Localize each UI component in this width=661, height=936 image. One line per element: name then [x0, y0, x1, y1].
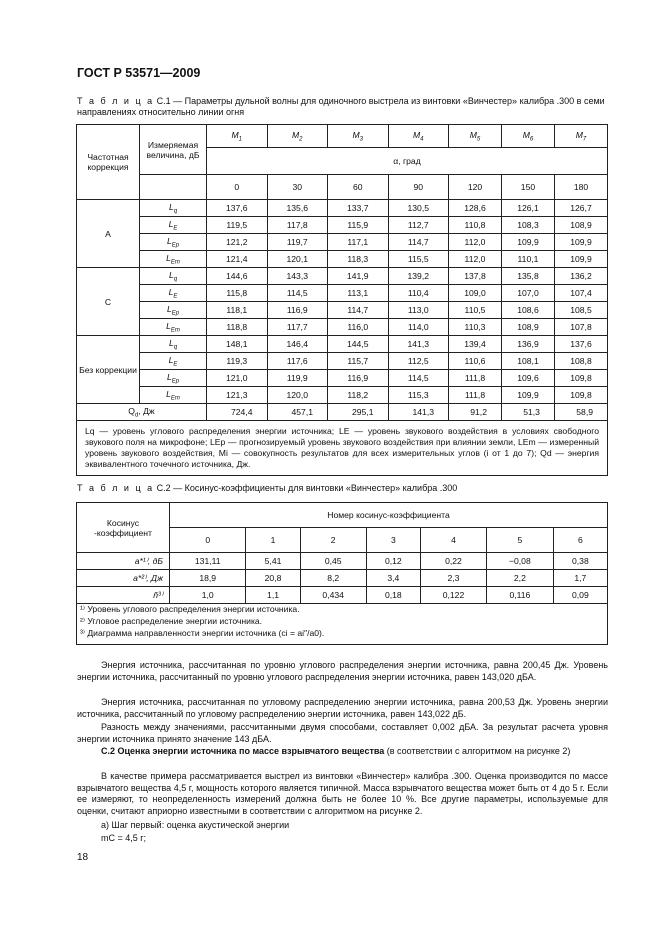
table2-footnote-1: ¹⁾ Уровень углового распределения энергии источника. — [80, 604, 300, 614]
table-cell: 119,3 — [207, 353, 268, 370]
table-cell: 139,4 — [449, 336, 502, 353]
table-cell: 107,4 — [554, 285, 607, 302]
measure-label-text: $L_{Ep}$ — [166, 371, 180, 385]
table-cell: 0,122 — [420, 587, 486, 604]
table-cell: 8,2 — [300, 570, 366, 587]
paragraph-6: а) Шаг первый: оценка акустической энергии — [101, 820, 290, 830]
table-row — [77, 336, 608, 353]
table-cell: 117,1 — [328, 234, 389, 251]
measure-label-text: $L_{Em}$ — [166, 252, 180, 266]
header-number-cell: 1 — [246, 528, 300, 553]
header-number-cell: 4 — [420, 528, 486, 553]
table-row — [77, 387, 608, 404]
table-cell: 146,4 — [267, 336, 328, 353]
table-cell: 113,0 — [388, 302, 449, 319]
row-label: a*¹⁾, дБ — [77, 553, 170, 570]
table-row — [77, 285, 608, 302]
table-cell: 135,6 — [267, 200, 328, 217]
table-cell: 110,3 — [449, 319, 502, 336]
measure-label-text: $L_{Ep}$ — [166, 235, 180, 249]
header-angle: 150 — [501, 175, 554, 200]
table-cell: 109,9 — [554, 251, 607, 268]
header-m3: $M_3$ — [328, 125, 389, 148]
table-cell: 115,7 — [328, 353, 389, 370]
table-row — [77, 370, 608, 387]
table-cell: 108,6 — [501, 302, 554, 319]
table-cell: 141,3 — [388, 336, 449, 353]
table-cell: 1,1 — [246, 587, 300, 604]
table-cell: 114,0 — [388, 319, 449, 336]
table-cell: 117,7 — [267, 319, 328, 336]
table-cell: 107,8 — [554, 319, 607, 336]
table-cell: 115,9 — [328, 217, 389, 234]
paragraph-5: В качестве примера рассматривается выстрел из винтовки «Винчестер» калибра .300. Оценка производится по массе взрывчатого вещества 4,5 г, мощность которого является типичной. Масса взрывчатого вещества может быть от 4 до 5 г. Если ее измеряют, то неопределенность измерений должна быть не более 10 %. Все другие параметры, используемые для оценки, считают априорно известными в соответствии с алгоритмом на рисунке 2. — [77, 771, 608, 816]
table-cell: 121,2 — [207, 234, 268, 251]
table-cell: 130,5 — [388, 200, 449, 217]
measure-label-text: $L_q$ — [168, 269, 178, 283]
table-cell: 128,6 — [449, 200, 502, 217]
table-cell: 131,11 — [170, 553, 246, 570]
table-cell: 117,6 — [267, 353, 328, 370]
table-cell: 126,7 — [554, 200, 607, 217]
table-cell: 114,5 — [388, 370, 449, 387]
table1-header-row-angles — [77, 175, 608, 200]
paragraph-7: mC = 4,5 г; — [101, 833, 147, 843]
table-cell: 139,2 — [388, 268, 449, 285]
header-m2: $M_2$ — [267, 125, 328, 148]
header-angle: 30 — [267, 175, 328, 200]
table-row-q — [77, 404, 608, 421]
table-cell: 108,1 — [501, 353, 554, 370]
table2-footnote-3: ³⁾ Диаграмма направленности энергии источника (ci = ai″/a0). — [80, 628, 325, 638]
table-cell: 119,9 — [267, 370, 328, 387]
table2-footnote-2: ²⁾ Угловое распределение энергии источника. — [80, 616, 263, 626]
table-cell: 20,8 — [246, 570, 300, 587]
table-row — [77, 587, 608, 604]
table-cell: 109,9 — [554, 234, 607, 251]
measure-label — [140, 336, 207, 353]
q-label: $Q_d$, Дж — [77, 404, 207, 421]
measure-label — [140, 387, 207, 404]
table-cell: 111,8 — [449, 387, 502, 404]
table-cell: 109,0 — [449, 285, 502, 302]
table-row — [77, 319, 608, 336]
table-cell: 143,3 — [267, 268, 328, 285]
table-cell: 119,7 — [267, 234, 328, 251]
table-cell: 3,4 — [366, 570, 420, 587]
table-cell: 0,38 — [553, 553, 607, 570]
table-cell: 136,9 — [501, 336, 554, 353]
table-cell: 109,6 — [501, 370, 554, 387]
measure-label-text: $L_E$ — [168, 218, 178, 232]
header-m7: $M_7$ — [554, 125, 607, 148]
table-cell: 137,6 — [207, 200, 268, 217]
table-cell: 118,1 — [207, 302, 268, 319]
table-cell: 109,8 — [554, 370, 607, 387]
table-cell: 112,7 — [388, 217, 449, 234]
table-cell: 137,8 — [449, 268, 502, 285]
table-cell: 107,0 — [501, 285, 554, 302]
header-empty — [140, 175, 207, 200]
table-cell: 109,8 — [554, 387, 607, 404]
table-cell: 1,0 — [170, 587, 246, 604]
table-cell: 112,5 — [388, 353, 449, 370]
table-cell: 144,6 — [207, 268, 268, 285]
measure-label — [140, 268, 207, 285]
table-cell: 116,9 — [328, 370, 389, 387]
table-cell: 0,18 — [366, 587, 420, 604]
table-row — [77, 234, 608, 251]
measure-label — [140, 200, 207, 217]
table-cell: 133,7 — [328, 200, 389, 217]
measure-label-text: $L_{Ep}$ — [166, 303, 180, 317]
header-number-cell: 5 — [487, 528, 554, 553]
table-cell: 112,0 — [449, 234, 502, 251]
table-cell: 0,09 — [553, 587, 607, 604]
document-header: ГОСТ Р 53571—2009 — [77, 66, 201, 80]
table-cell: 295,1 — [328, 404, 389, 421]
table-cell: 1,7 — [553, 570, 607, 587]
table-cell: 110,8 — [449, 217, 502, 234]
row-label: ñ³⁾ — [77, 587, 170, 604]
table-cell: 114,7 — [388, 234, 449, 251]
table-cell: 121,3 — [207, 387, 268, 404]
table-cell: 144,5 — [328, 336, 389, 353]
table-cell: 116,9 — [267, 302, 328, 319]
measure-label — [140, 302, 207, 319]
table-cell: 126,1 — [501, 200, 554, 217]
measure-label-text: $L_{Em}$ — [166, 388, 180, 402]
header-cosine: Косинус -коэффициент — [77, 503, 170, 553]
table-cell: 0,12 — [366, 553, 420, 570]
section-c2-heading: С.2 Оценка энергии источника по массе взрывчатого вещества (в соответствии с алгоритмом на рисунке 2) — [101, 746, 571, 756]
header-number-cell: 3 — [366, 528, 420, 553]
header-angle: 120 — [449, 175, 502, 200]
table-cell: 0,116 — [487, 587, 554, 604]
table-cell: 2,2 — [487, 570, 554, 587]
table-cell: 91,2 — [449, 404, 502, 421]
header-m5: $M_5$ — [449, 125, 502, 148]
paragraph-3: Разность между значениями, рассчитанными двумя способами, составляет 0,002 дБА. За результат расчета уровня энергии источника принято значение 143 дБА. — [77, 722, 608, 744]
table-cell: 110,1 — [501, 251, 554, 268]
header-number-cell: 6 — [553, 528, 607, 553]
table-cell: 109,9 — [501, 234, 554, 251]
measure-label-text: $L_E$ — [168, 354, 178, 368]
header-number: Номер косинус-коэффициента — [170, 503, 608, 528]
table-cell: 136,2 — [554, 268, 607, 285]
table-cell: 115,8 — [207, 285, 268, 302]
table-cell: 112,0 — [449, 251, 502, 268]
table-cell: 121,4 — [207, 251, 268, 268]
table2-caption: Т а б л и ц а С.2 — Косинус-коэффициенты для винтовки «Винчестер» калибра .300 — [77, 483, 458, 493]
measure-label — [140, 251, 207, 268]
measure-label — [140, 353, 207, 370]
table-row — [77, 251, 608, 268]
table-cell: 141,3 — [388, 404, 449, 421]
table-cell: 108,9 — [554, 217, 607, 234]
header-angle: 180 — [554, 175, 607, 200]
group-name: С — [77, 268, 140, 336]
table-cell: 121,0 — [207, 370, 268, 387]
header-angle: 90 — [388, 175, 449, 200]
table-cell: 108,3 — [501, 217, 554, 234]
table-cell: 2,3 — [420, 570, 486, 587]
table-cell: 114,5 — [267, 285, 328, 302]
table-cell: 51,3 — [501, 404, 554, 421]
table-row — [77, 217, 608, 234]
table-cell: 108,5 — [554, 302, 607, 319]
table-cell: 113,1 — [328, 285, 389, 302]
header-correction: Частотная коррекция — [77, 125, 140, 200]
measure-label-text: $L_E$ — [168, 286, 178, 300]
group-name: А — [77, 200, 140, 268]
table-row — [77, 553, 608, 570]
table-cell: 118,3 — [328, 251, 389, 268]
q-sub: d — [134, 412, 139, 419]
table-row — [77, 302, 608, 319]
table-row — [77, 353, 608, 370]
header-number-cell: 2 — [300, 528, 366, 553]
table1-note: Lq — уровень углового распределения энергии источника; LE — уровень звукового воздействия в условиях свободного звукового поля на микрофоне; LEp — прогнозируемый уровень звукового воздействия при влиянии земли, LEm — измеренный уровень звукового воздействия, Mi — совокупность результатов для всех измерительных углов (i от 1 до 7); Qd — энергия эквивалентного точечного источника, Дж. — [77, 421, 608, 476]
table-cell: 148,1 — [207, 336, 268, 353]
table-cell: 137,6 — [554, 336, 607, 353]
table-cell: 117,8 — [267, 217, 328, 234]
table-cell: 118,2 — [328, 387, 389, 404]
measure-label — [140, 234, 207, 251]
header-alpha: α, град — [207, 148, 608, 175]
table-cell: 0,45 — [300, 553, 366, 570]
table-cell: 141,9 — [328, 268, 389, 285]
measure-label-text: $L_q$ — [168, 201, 178, 215]
table1-caption: Т а б л и ц а С.1 — Параметры дульной волны для одиночного выстрела из винтовки «Винчестер» калибра .300 в семи направлениях относительно линии огня — [77, 96, 605, 117]
table-cell: 110,6 — [449, 353, 502, 370]
header-angle: 60 — [328, 175, 389, 200]
measure-label — [140, 217, 207, 234]
table-cell: 457,1 — [267, 404, 328, 421]
measure-label — [140, 285, 207, 302]
table1-header-row-m — [77, 125, 608, 148]
table-cell: 120,1 — [267, 251, 328, 268]
table-cell: 0,22 — [420, 553, 486, 570]
table-cell: 120,0 — [267, 387, 328, 404]
table-cell: 115,3 — [388, 387, 449, 404]
table-cell: 114,7 — [328, 302, 389, 319]
table-cell: 0,434 — [300, 587, 366, 604]
table-cell: 58,9 — [554, 404, 607, 421]
table-cell: 116,0 — [328, 319, 389, 336]
header-m6: $M_6$ — [501, 125, 554, 148]
table-cell: 109,9 — [501, 387, 554, 404]
measure-label-text: $L_q$ — [168, 337, 178, 351]
table-cell: 115,5 — [388, 251, 449, 268]
header-m1: $M_1$ — [207, 125, 268, 148]
measure-label — [140, 319, 207, 336]
table-cell: 18,9 — [170, 570, 246, 587]
table-cell: 724,4 — [207, 404, 268, 421]
table-cell: 5,41 — [246, 553, 300, 570]
table-cell: 111,8 — [449, 370, 502, 387]
header-angle: 0 — [207, 175, 268, 200]
table-cell: 118,8 — [207, 319, 268, 336]
table-cell: 110,4 — [388, 285, 449, 302]
table-cell: 110,5 — [449, 302, 502, 319]
table-cell: 108,9 — [501, 319, 554, 336]
paragraph-2: Энергия источника, рассчитанная по угловому распределению энергии источника, равна 200,53 Дж. Уровень энергии источника, рассчитанный по угловому распределению энергии источника, равен 143,022 дБ. — [77, 697, 608, 719]
paragraph-1: Энергия источника, рассчитанная по уровню углового распределения энергии источника, равна 200,45 Дж. Уровень энергии источника, рассчитанный по уровню углового распределения энергии источника, равен 143,020 дБА. — [77, 660, 608, 682]
page-number: 18 — [77, 852, 89, 863]
measure-label — [140, 370, 207, 387]
row-label: a*²⁾, Дж — [77, 570, 170, 587]
table2-header-row — [77, 503, 608, 528]
header-m4: $M_4$ — [388, 125, 449, 148]
table1-note-row — [77, 421, 608, 476]
measure-label-text: $L_{Em}$ — [166, 320, 180, 334]
table-cell: −0,08 — [487, 553, 554, 570]
table-row — [77, 200, 608, 217]
table-cell: 135,8 — [501, 268, 554, 285]
table-cell: 119,5 — [207, 217, 268, 234]
group-name: Без коррекции — [77, 336, 140, 404]
header-measured: Измеряемая величина, дБ — [140, 125, 207, 175]
table-cell: 108,8 — [554, 353, 607, 370]
table-row — [77, 268, 608, 285]
table-row — [77, 570, 608, 587]
header-number-cell: 0 — [170, 528, 246, 553]
table1 — [76, 124, 608, 476]
